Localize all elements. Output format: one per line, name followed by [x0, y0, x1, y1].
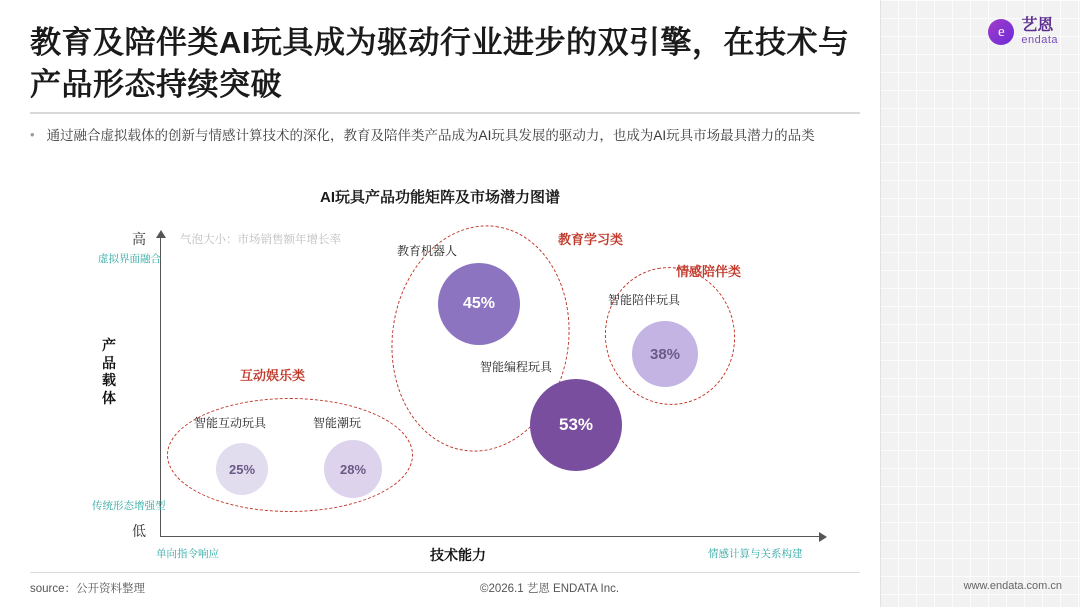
logo-text [1021, 18, 1058, 46]
bubble-value-trendy-toy: 28% [339, 461, 367, 477]
source-note: source：公开资料整理 [30, 583, 146, 595]
summary-bullet [30, 124, 850, 148]
bubble-education-robot[interactable] [438, 263, 520, 345]
footer-divider [30, 572, 860, 573]
cluster-label-entertainment: 互动娱乐类 [240, 368, 306, 383]
bubble-value-companion-toy: 38% [649, 345, 681, 363]
summary-bullet-text: 通过融合虚拟载体的创新与情感计算技术的深化，教育及陪伴类产品成为AI玩具发展的驱动力，也成为AI玩具市场最具潜力的品类 [46, 128, 815, 143]
title-divider [30, 112, 860, 114]
y-axis-bottom-label: 低 [132, 523, 146, 539]
bubble-value-interactive-toy: 25% [228, 461, 256, 477]
x-axis-title: 技术能力 [430, 547, 486, 563]
x-axis-right-sublabel: 情感计算与关系构建 [708, 548, 803, 560]
bubble-label-interactive-toy: 智能互动玩具 [194, 416, 267, 430]
y-axis-top-label: 高 [132, 231, 146, 247]
bubble-label-education-robot: 教育机器人 [397, 244, 458, 258]
logo-mark-icon: e [988, 19, 1014, 45]
y-axis [160, 237, 161, 537]
cluster-label-companion: 情感陪伴类 [676, 264, 742, 279]
logo-text-cn: 艺恩 [1021, 17, 1054, 34]
logo-text-en: endata [1021, 33, 1058, 46]
bubble-value-programming-toy: 53% [558, 415, 594, 434]
bubble-size-note: 气泡大小：市场销售额年增长率 [180, 234, 341, 246]
bubble-companion-toy[interactable] [632, 321, 698, 387]
y-axis-bottom-sublabel: 传统形态增强型 [92, 500, 166, 512]
brand-logo [988, 18, 1058, 46]
chart-title: AI玩具产品功能矩阵及市场潜力图谱 [319, 189, 560, 206]
bullet-dot-icon: • [30, 127, 35, 142]
y-axis-title: 产品载体 [102, 337, 116, 406]
copyright-note: ©2026.1 艺恩 ENDATA Inc. [480, 583, 620, 595]
x-axis [160, 536, 820, 537]
y-axis-top-sublabel: 虚拟界面融合 [98, 253, 161, 265]
bubble-label-companion-toy: 智能陪伴玩具 [608, 293, 681, 307]
bubble-value-education-robot: 45% [462, 295, 496, 312]
page-title: 教育及陪伴类AI玩具成为驱动行业进步的双引擎，在技术与产品形态持续突破 [30, 25, 850, 102]
bubble-chart [60, 215, 860, 563]
bubble-programming-toy[interactable] [530, 379, 622, 471]
cluster-label-education: 教育学习类 [558, 232, 624, 247]
bubble-trendy-toy[interactable] [324, 440, 382, 498]
bubble-label-programming-toy: 智能编程玩具 [480, 360, 553, 374]
decorative-right-panel [880, 0, 1080, 607]
website-url: www.endata.com.cn [963, 580, 1062, 592]
x-axis-left-sublabel: 单向指令响应 [156, 548, 219, 560]
bubble-interactive-toy[interactable] [216, 443, 268, 495]
bubble-label-trendy-toy: 智能潮玩 [313, 416, 362, 430]
